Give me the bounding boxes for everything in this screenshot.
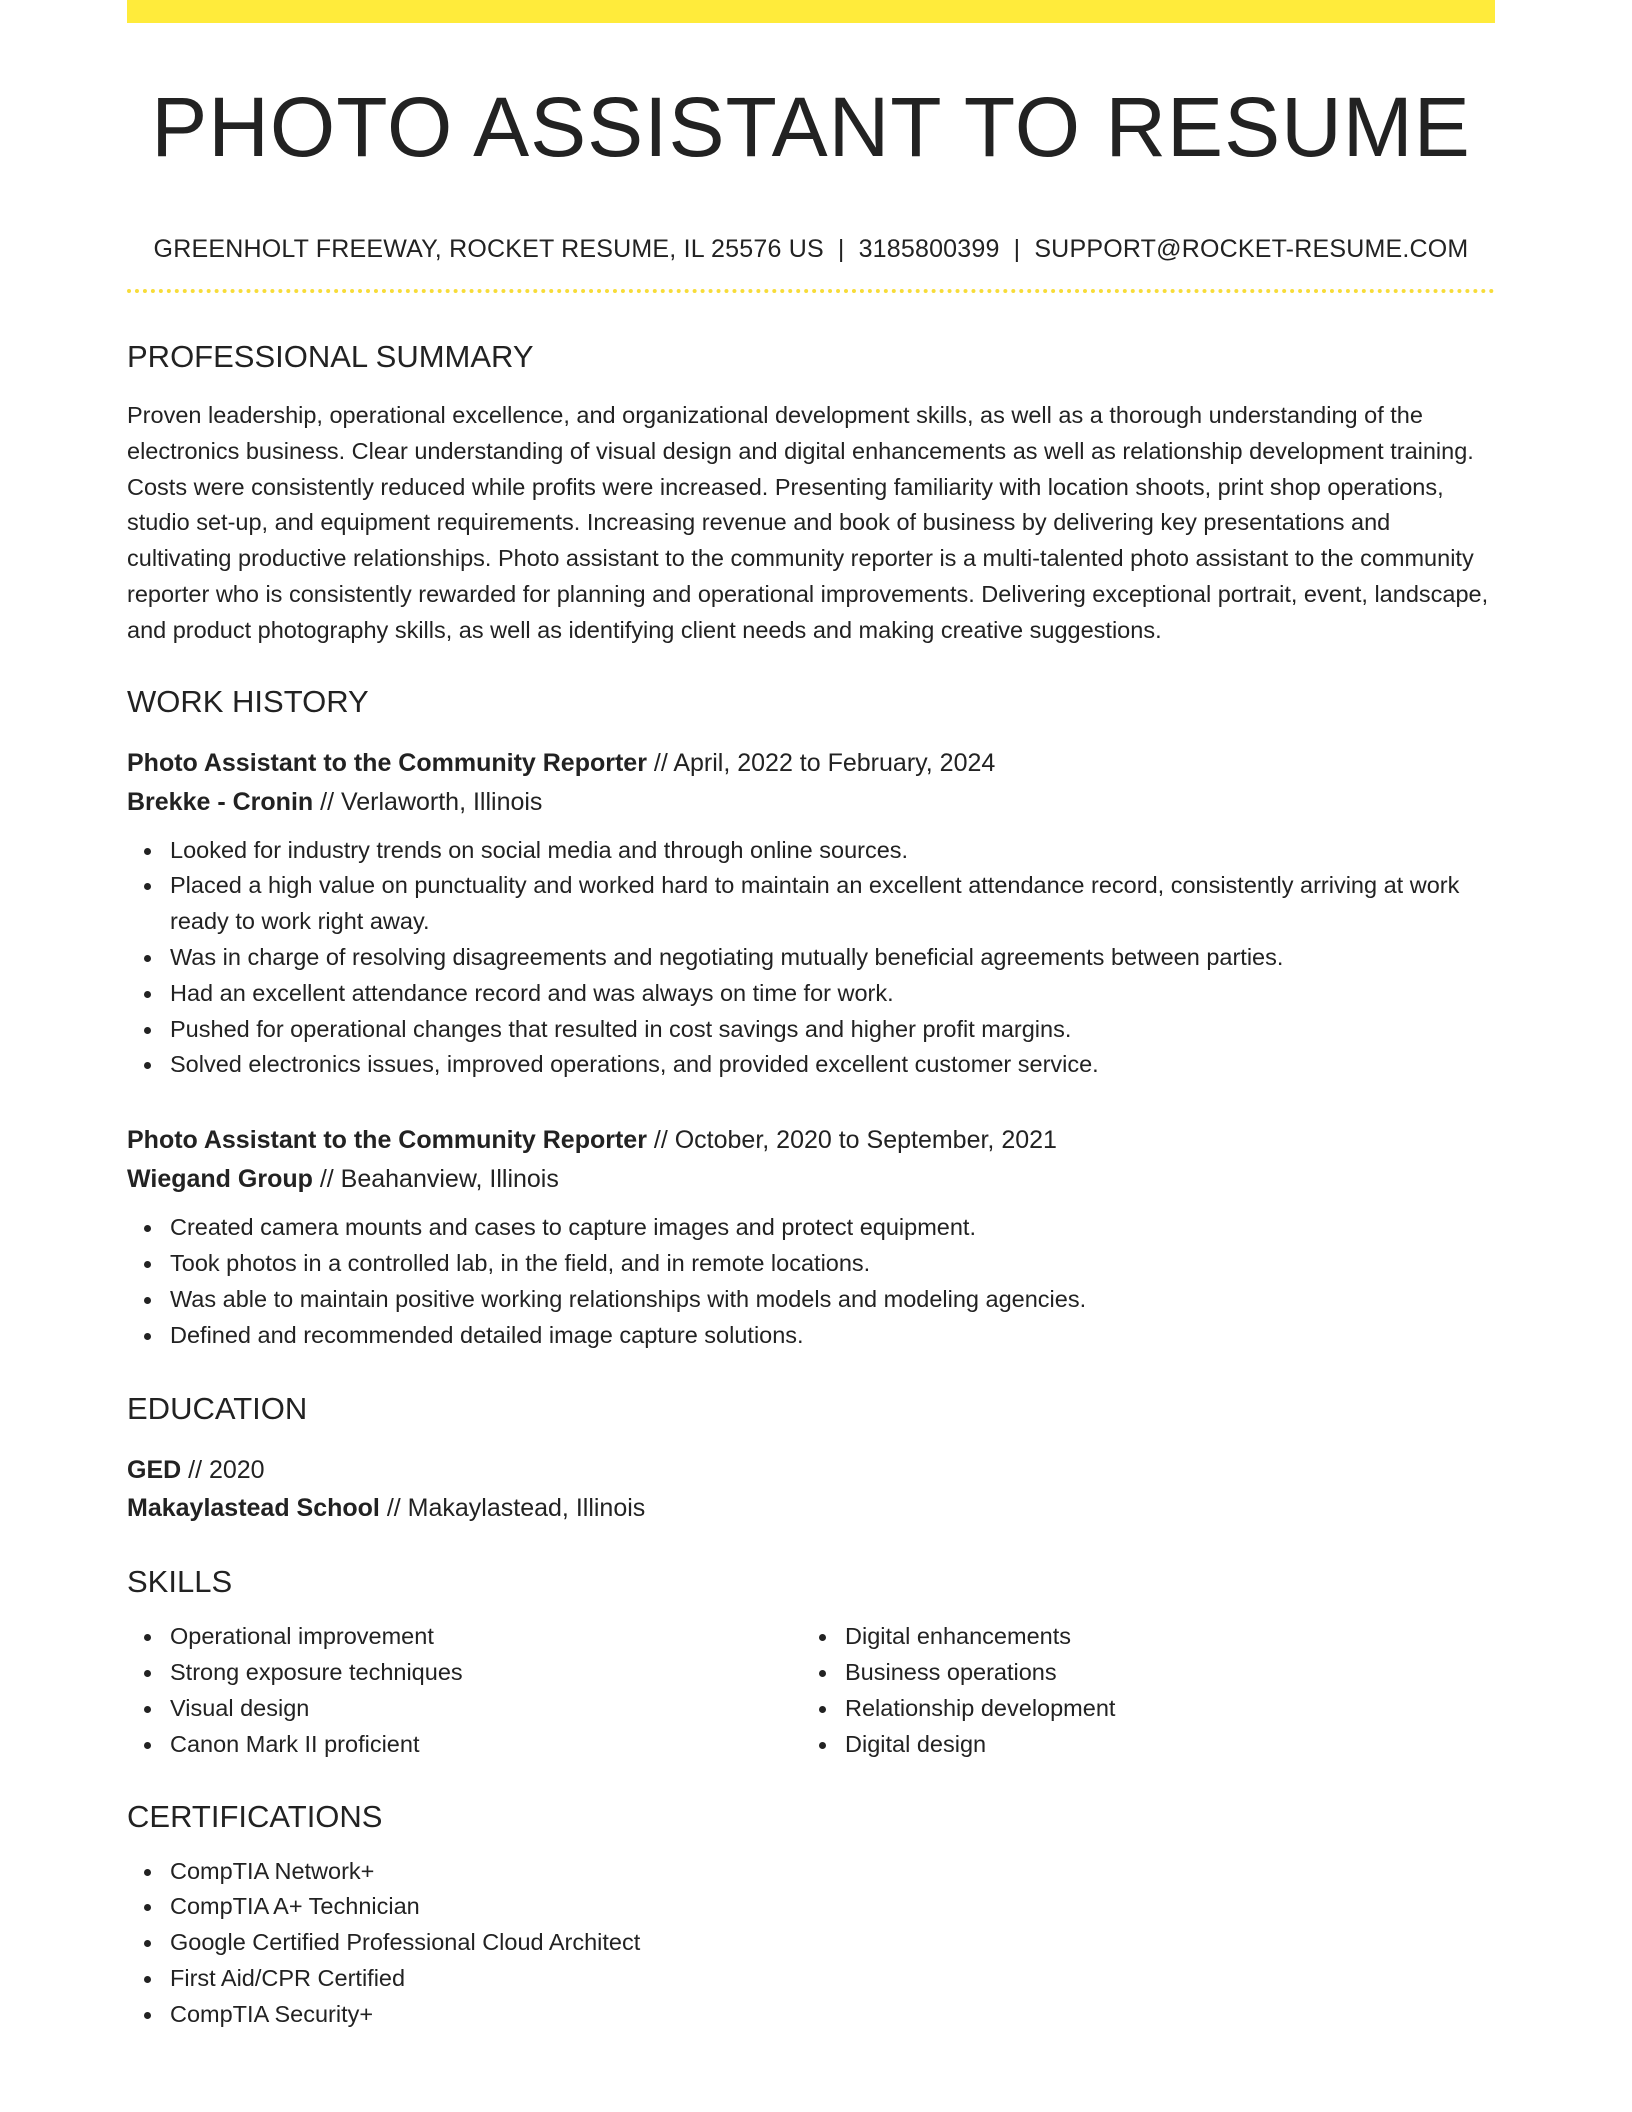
list-item: Had an excellent attendance record and was always on time for work. — [170, 976, 1495, 1012]
education-degree: GED — [127, 1456, 182, 1485]
work-history-heading: WORK HISTORY — [127, 683, 369, 719]
summary-text: Proven leadership, operational excellence, and organizational development skills, as well as a thorough understanding of the electronics business. Clear understanding of visual design and digital enhancements as well as relationship development training. Costs were consistently reduced while profits were increased. Presenting familiarity with location shoots, print shop operations, studio set-up, and equipment requirements. Increasing revenue and book of business by delivering key presentations and cultivating productive relationships. Photo assistant to the community reporter is a multi-talented photo assistant to the community reporter who is consistently rewarded for planning and operational improvements. Delivering exceptional portrait, event, landscape, and product photography skills, as well as identifying client needs and making creative suggestions. — [127, 402, 1489, 643]
job-role: Photo Assistant to the Community Reporter — [127, 748, 647, 777]
education-location: // Makaylastead, Illinois — [379, 1494, 646, 1523]
certification-item: CompTIA A+ Technician — [170, 1889, 1495, 1925]
job-dates: // April, 2022 to February, 2024 — [646, 748, 996, 777]
list-item: Took photos in a controlled lab, in the field, and in remote locations. — [170, 1246, 1495, 1282]
resume-page — [127, 0, 1495, 2033]
skills-column-right — [802, 1619, 1477, 1762]
certifications-heading: CERTIFICATIONS — [127, 1798, 383, 1834]
contact-separator: | — [837, 235, 845, 263]
job-bullets — [127, 833, 1495, 1084]
contact-separator: | — [1013, 235, 1021, 263]
education-heading: EDUCATION — [127, 1391, 308, 1427]
education-year: // 2020 — [181, 1456, 265, 1485]
certification-item: CompTIA Security+ — [170, 1997, 1495, 2033]
education-degree-line — [127, 1451, 1495, 1489]
summary-heading: PROFESSIONAL SUMMARY — [127, 339, 534, 374]
job-company-line — [127, 783, 1495, 822]
education-school-line — [127, 1489, 1495, 1527]
job-role: Photo Assistant to the Community Reporter — [127, 1126, 647, 1155]
job-bullets — [127, 1210, 1495, 1353]
education-entry — [127, 1451, 1495, 1527]
contact-address: GREENHOLT FREEWAY, ROCKET RESUME, IL 25576 US — [153, 235, 824, 263]
job-entry — [127, 1121, 1495, 1353]
job-entry — [127, 744, 1495, 1084]
list-item: Pushed for operational changes that resulted in cost savings and higher profit margins. — [170, 1012, 1495, 1048]
certifications-list — [127, 1854, 1495, 2033]
skill-item: Relationship development — [845, 1691, 1477, 1727]
skill-item: Digital enhancements — [845, 1619, 1477, 1655]
skills-column-left — [127, 1619, 802, 1762]
list-item: Solved electronics issues, improved operations, and provided excellent customer service. — [170, 1047, 1495, 1083]
job-company-line — [127, 1160, 1495, 1199]
skill-item: Business operations — [845, 1655, 1477, 1691]
list-item: Placed a high value on punctuality and worked hard to maintain an excellent attendance record, consistently arriving at work ready to work right away. — [170, 868, 1495, 940]
list-item: Looked for industry trends on social media and through online sources. — [170, 833, 1495, 869]
skill-item: Digital design — [845, 1727, 1477, 1763]
skills-grid — [127, 1619, 1495, 1762]
skill-item: Visual design — [170, 1691, 802, 1727]
skill-item: Canon Mark II proficient — [170, 1727, 802, 1763]
certification-item: Google Certified Professional Cloud Architect — [170, 1925, 1495, 1961]
skill-item: Strong exposure techniques — [170, 1655, 802, 1691]
skills-heading: SKILLS — [127, 1564, 233, 1600]
contact-phone: 3185800399 — [858, 235, 1000, 263]
job-location: // Beahanview, Illinois — [312, 1165, 559, 1194]
job-dates: // October, 2020 to September, 2021 — [646, 1126, 1057, 1155]
contact-line — [127, 237, 1495, 262]
header-divider — [127, 289, 1495, 293]
job-company: Brekke - Cronin — [127, 787, 314, 816]
list-item: Was able to maintain positive working relationships with models and modeling agencies. — [170, 1282, 1495, 1318]
list-item: Created camera mounts and cases to capture images and protect equipment. — [170, 1210, 1495, 1246]
list-item: Was in charge of resolving disagreements and negotiating mutually beneficial agreements between parties. — [170, 940, 1495, 976]
list-item: Defined and recommended detailed image capture solutions. — [170, 1318, 1495, 1354]
job-title-line — [127, 744, 1495, 783]
certification-item: First Aid/CPR Certified — [170, 1961, 1495, 1997]
certification-item: CompTIA Network+ — [170, 1854, 1495, 1890]
resume-name: PHOTO ASSISTANT TO RESUME — [151, 80, 1471, 174]
job-location: // Verlaworth, Illinois — [313, 787, 543, 816]
skill-item: Operational improvement — [170, 1619, 802, 1655]
contact-email: SUPPORT@ROCKET-RESUME.COM — [1034, 235, 1469, 263]
education-school: Makaylastead School — [127, 1494, 380, 1523]
accent-bar — [127, 0, 1495, 23]
job-company: Wiegand Group — [127, 1165, 313, 1194]
job-title-line — [127, 1121, 1495, 1160]
